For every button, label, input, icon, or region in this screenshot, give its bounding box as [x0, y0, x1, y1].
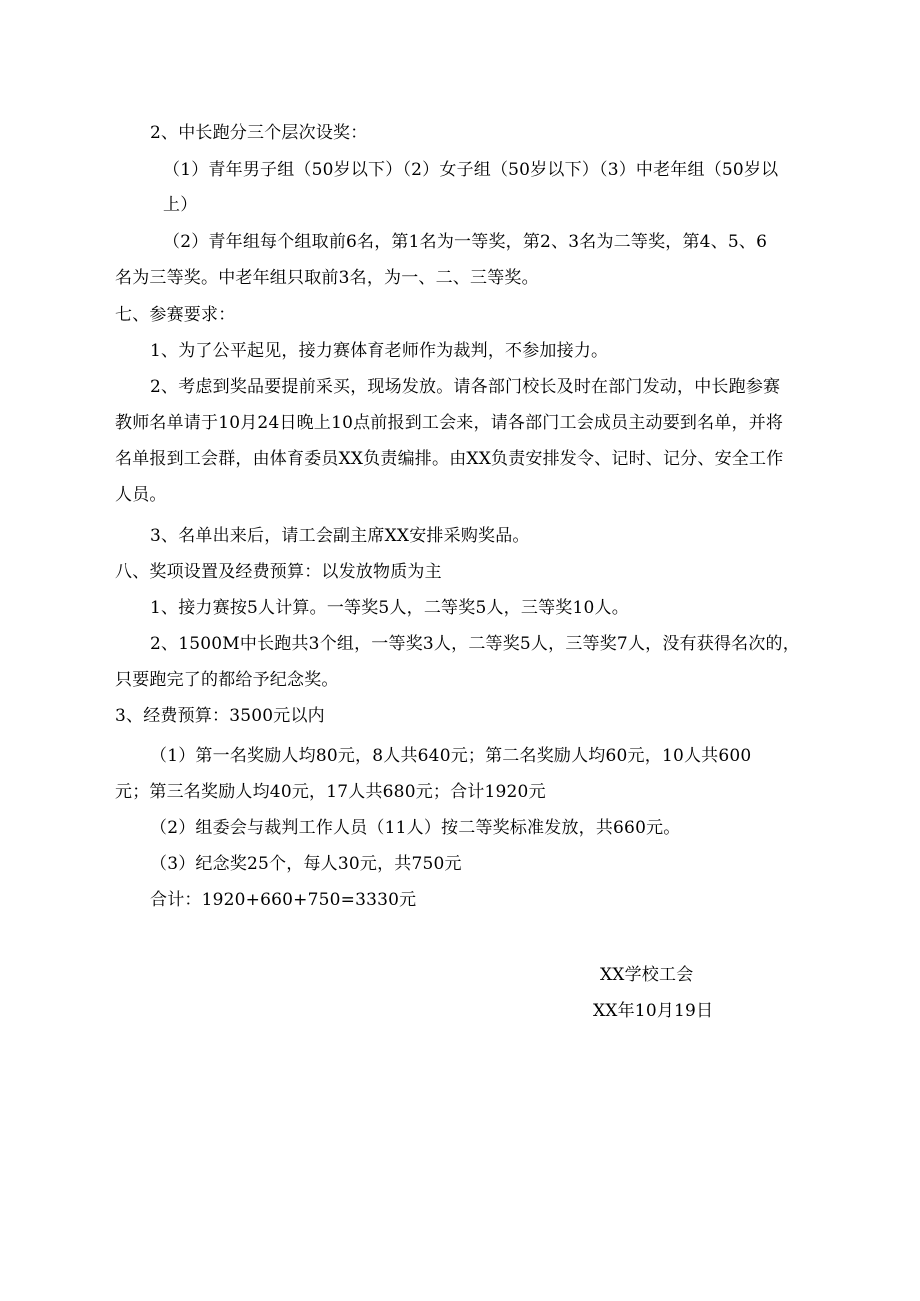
requirement-item-2-line-4: 人员。	[115, 485, 167, 505]
award-item-relay: 1、接力赛按5人计算。一等奖5人，二等奖5人，三等奖10人。	[150, 598, 629, 618]
requirement-item-1: 1、为了公平起见，接力赛体育老师作为裁判，不参加接力。	[150, 341, 609, 361]
award-item-1500m: 2、1500M中长跑共3个组，一等奖3人，二等奖5人，三等奖7人，没有获得名次的，	[150, 634, 800, 654]
youth-group-award-text-continued: 名为三等奖。中老年组只取前3名，为一、二、三等奖。	[115, 268, 539, 288]
signature-organization: XX学校工会	[600, 965, 694, 985]
requirement-item-2-line-2: 教师名单请于10月24日晚上10点前报到工会来，请各部门工会成员主动要到名单，并将	[115, 413, 784, 433]
budget-item-1: （1）第一名奖励人均80元，8人共640元；第二名奖励人均60元，10人共600	[150, 746, 752, 766]
section-item-longrun-award-levels: 2、中长跑分三个层次设奖：	[150, 123, 368, 143]
award-item-1500m-continued: 只要跑完了的都给予纪念奖。	[115, 670, 339, 690]
budget-heading: 3、经费预算：3500元以内	[115, 706, 325, 726]
requirement-item-2: 2、考虑到奖品要提前采买，现场发放。请各部门校长及时在部门发动，中长跑参赛	[150, 377, 781, 397]
requirement-item-3: 3、名单出来后，请工会副主席XX安排采购奖品。	[150, 526, 530, 546]
signature-date: XX年10月19日	[593, 1001, 714, 1021]
budget-item-2: （2）组委会与裁判工作人员（11人）按二等奖标准发放，共660元。	[150, 818, 681, 838]
budget-item-3: （3）纪念奖25个，每人30元，共750元	[150, 854, 462, 874]
budget-item-1-continued: 元；第三名奖励人均40元，17人共680元；合计1920元	[115, 782, 546, 802]
section-heading-participation-requirements: 七、参赛要求：	[115, 305, 236, 325]
longrun-groups-text-continued: 上）	[163, 195, 198, 215]
budget-total: 合计：1920+660+750=3330元	[150, 890, 417, 910]
requirement-item-2-line-3: 名单报到工会群，由体育委员XX负责编排。由XX负责安排发令、记时、记分、安全工作	[115, 449, 784, 469]
youth-group-award-text: （2）青年组每个组取前6名，第1名为一等奖，第2、3名为二等奖，第4、5、6	[163, 232, 768, 252]
longrun-groups-text: （1）青年男子组（50岁以下）（2）女子组（50岁以下）（3）中老年组（50岁以	[163, 160, 779, 180]
section-heading-awards-budget: 八、奖项设置及经费预算：以发放物质为主	[115, 562, 442, 582]
